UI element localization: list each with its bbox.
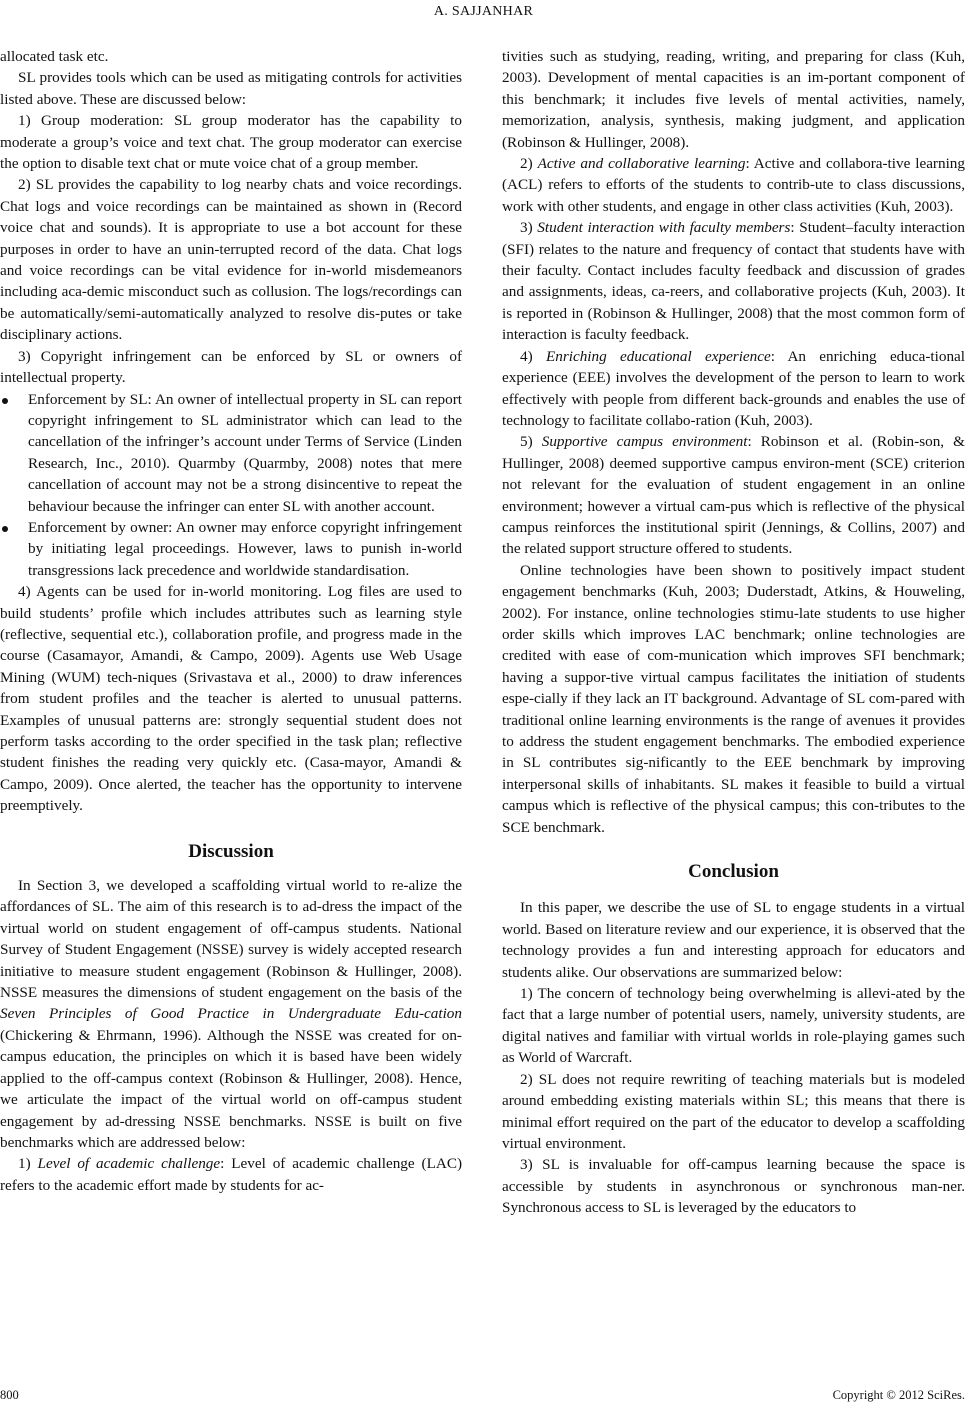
- section-heading-conclusion: Conclusion: [688, 861, 779, 883]
- text-run: 4): [520, 347, 546, 365]
- paragraph: [0, 875, 462, 1153]
- paragraph: allocated task etc.: [0, 48, 109, 65]
- running-head: A. SAJJANHAR: [433, 4, 534, 19]
- text-run: : Robinson et al. (Robin-son, & Hullinger, 2008) deemed supportive campus environ-ment (SCE) criterion not relevant for the evaluation of student engagement in an online environment; however a virtual cam-pus which is reflective of the physical campus reinforces the institutional spirit (Jennings, & Collins, 2007) and the related support structure offered to students.: [502, 433, 965, 558]
- paragraph: tivities such as studying, reading, writing, and preparing for class (Kuh, 2003). Development of mental capacities is an im-portant component of this benchmark; it includes five levels of mental activities, namely, memorization, analysis, synthesis, making judgment, and application (Robinson & Hullinger, 2008).: [502, 48, 965, 151]
- emphasis: Enriching educational experience: [545, 347, 771, 365]
- paragraph: [0, 1153, 462, 1196]
- bullet-icon: [2, 398, 8, 404]
- list-item: [0, 517, 462, 581]
- paragraph: [502, 153, 965, 217]
- text-run: : Student–faculty interaction (SFI) relates to the nature and frequency of contact that students have with their faculty. Contact includes faculty feedback and discussion of grades and assignments, ideas, ca-reers, and collaborative projects (Kuh, 2003). It is reported in (Robinson & Hullinger, 2008) that the most common form of interaction is faculty feedback.: [502, 219, 965, 344]
- list-item: [0, 389, 462, 517]
- bullet-list: [0, 389, 462, 582]
- text-run: In Section 3, we developed a scaffolding virtual world to re-alize the affordances of SL. The aim of this research is to ad-dress the impact of the virtual world on student engagement of off-campus students. National Survey of Student Engagement (NSSE) survey is widely accepted research initiative to measure student engagement (Robinson & Hullinger, 2008). NSSE measures the dimensions of student engagement on the basis of the: [0, 877, 462, 1002]
- bullet-icon: [2, 526, 8, 532]
- paragraph: SL provides tools which can be used as mitigating controls for activities listed above. These are discussed below:: [0, 69, 462, 108]
- paragraph: 3) SL is invaluable for off-campus learning because the space is accessible by students in asynchronous or synchronous man-ner. Synchronous access to SL is leveraged by the educators to: [502, 1156, 965, 1217]
- emphasis: Active and collaborative learning: [537, 155, 746, 173]
- emphasis: Seven Principles of Good Practice in Undergraduate Edu-cation: [0, 1005, 462, 1023]
- text-run: 1): [18, 1155, 38, 1173]
- text-run: : Active and collabora-tive learning (ACL) refers to efforts of the students to contrib-ute to class discussions, work with other students, and engage in other class activities (Kuh, 2003).: [502, 155, 965, 215]
- copyright-notice: Copyright © 2012 SciRes.: [832, 1388, 965, 1402]
- section-heading-discussion: Discussion: [188, 840, 274, 862]
- text-run: : Level of academic challenge (LAC) refers to the academic effort made by students for ac-: [0, 1155, 463, 1194]
- paragraph: 1) Group moderation: SL group moderator has the capability to moderate a group’s voice and text chat. The group moderator can exercise the option to disable text chat or mute voice chat of a group member.: [0, 112, 462, 173]
- paragraph: In this paper, we describe the use of SL to engage students in a virtual world. Based on literature review and our experience, it is observed that the technology provides a fun and interesting approach for educators and students alike. Our observations are summarized below:: [502, 899, 965, 981]
- list-item-text: Enforcement by SL: An owner of intellectual property in SL can report copyright infringement to SL administrator which can lead to the cancellation of the infringer’s account under Terms of Service (Linden Research, Inc., 2010). Quarmby (Quarmby, 2008) notes that mere cancellation of account may not be a strong disincentive to repeat the behaviour because the infringer can enter SL with another account.: [28, 390, 462, 515]
- paragraph: 4) Agents can be used for in-world monitoring. Log files are used to build students’ profile which includes attributes such as learning style (reflective, sequential etc.), collaboration profile, and progress made in the course (Casamayor, Amandi, & Campo, 2009). Agents use Web Usage Mining (WUM) tech-niques (Srivastava et al., 2000) to draw inferences from student profiles and the teacher is alerted to unusual patterns. Examples of unusual patterns are: strongly sequential student does not perform tasks according to the order specified in the task plan; reflective student finishes the reading very quickly etc. (Casa-mayor, Amandi & Campo, 2009). Once alerted, the teacher has the opportunity to intervene preemptively.: [0, 583, 462, 815]
- emphasis: Supportive campus environment: [541, 433, 748, 451]
- emphasis: Student interaction with faculty members: [537, 219, 791, 237]
- paragraph: 1) The concern of technology being overwhelming is allevi-ated by the fact that a large number of potential users, namely, university students, are digital natives and familiar with virtual worlds in role-playing games such as World of Warcraft.: [502, 985, 965, 1067]
- paragraph: 2) SL does not require rewriting of teaching materials but is modeled around embedding existing materials within SL; this means that there is minimal effort required on the part of the educator to develop a scaffolding virtual environment.: [502, 1070, 965, 1152]
- paragraph: [502, 431, 965, 559]
- text-run: 2): [520, 155, 538, 173]
- paragraph: Online technologies have been shown to positively impact student engagement benchmarks (Kuh, 2003; Duderstadt, Atkins, & Houweling, 2002). For instance, online technologies stimu-late students to use higher order skills which improves LAC benchmark; online technologies are credited with ease of com-munication which improves SFI benchmark; having a suppor-tive virtual campus facilitates the initiation of students espe-cially if they lack an IT background. Advantage of SL com-pared with traditional online learning environments is the range of avenues it provides to address the student engagement benchmarks. The embodied experience in SL contributes sig-nificantly to the EEE benchmark by improving interpersonal skills of inhabitants. SL makes it feasible to build a virtual campus which is reflective of the physical campus; this con-tributes to the SCE benchmark.: [502, 561, 965, 836]
- text-run: (Chickering & Ehrmann, 1996). Although the NSSE was created for on-campus education, the principles on which it is based have been widely applied to the off-campus context (Robinson & Hullinger, 2008). Hence, we articulate the impact of the virtual world on off-campus student engagement by ad-dressing NSSE benchmarks. NSSE is built on five benchmarks which are addressed below:: [0, 1026, 462, 1151]
- paragraph: 3) Copyright infringement can be enforced by SL or owners of intellectual property.: [0, 347, 462, 387]
- text-run: : An enriching educa-tional experience (EEE) involves the development of the person to learn to work effectively with people from different back-grounds and enables the use of technology to facilitate collabo-ration (Kuh, 2003).: [502, 347, 965, 429]
- list-item-text: Enforcement by owner: An owner may enforce copyright infringement by initiating legal proceedings. However, laws to punish in-world transgressions lack precedence and worldwide standardisation.: [28, 518, 462, 579]
- paragraph: 2) SL provides the capability to log nearby chats and voice recordings. Chat logs and voice recordings can be maintained as shown in (Record voice chat and sounds). It is appropriate to use a bot account for these purposes in order to have an unin-terrupted record of the data. Chat logs and voice recordings can be vital evidence for in-world misdemeanors including aca-demic misconduct such as collusion. The logs/recordings can be automatically/semi-automatically analyzed to resolve dis-putes or take disciplinary actions.: [0, 176, 462, 344]
- emphasis: Level of academic challenge: [37, 1155, 221, 1173]
- text-run: 3): [520, 219, 538, 237]
- text-run: 5): [520, 433, 542, 451]
- page-number: 800: [0, 1388, 19, 1402]
- paragraph: [502, 217, 965, 345]
- paragraph: [502, 346, 965, 432]
- right-column: [502, 46, 965, 1219]
- left-column: [0, 46, 462, 1196]
